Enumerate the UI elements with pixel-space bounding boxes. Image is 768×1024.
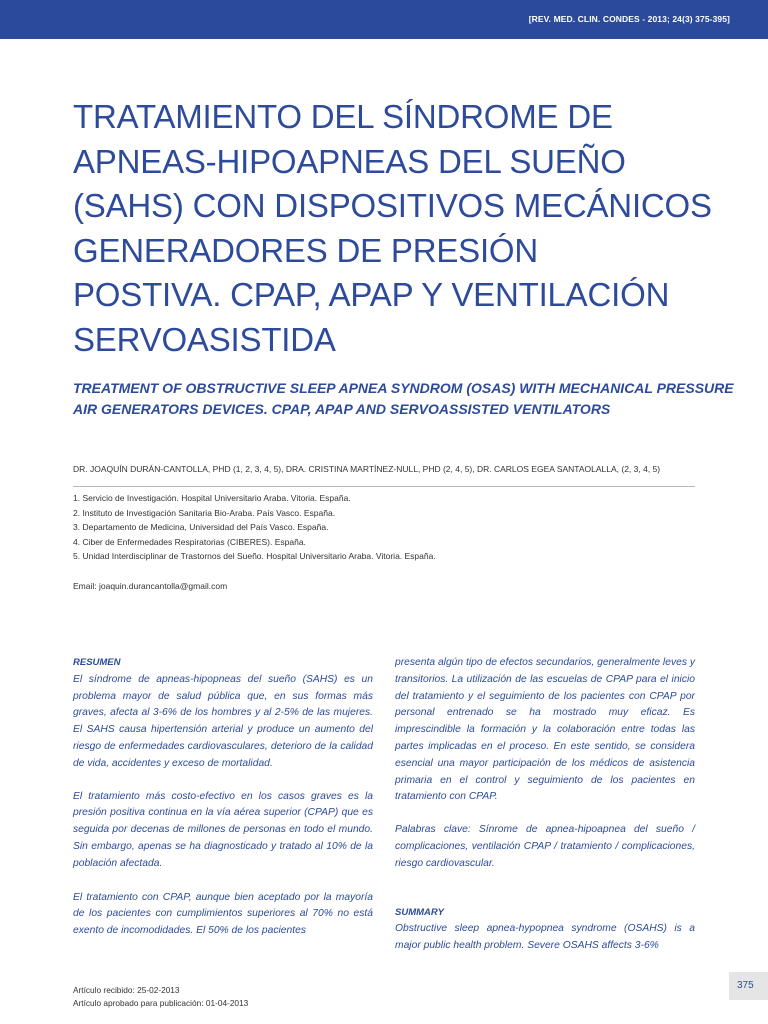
- affiliation-item: 4. Ciber de Enfermedades Respiratorias (CIBERES). España.: [73, 536, 306, 547]
- affiliation-item: 2. Instituto de Investigación Sanitaria Bio-Araba. País Vasco. España.: [73, 507, 336, 518]
- summary-heading: SUMMARY: [395, 906, 444, 918]
- english-title: [73, 378, 743, 420]
- right-column: [395, 655, 695, 955]
- resumen-heading: RESUMEN: [73, 657, 121, 668]
- divider: [73, 486, 695, 487]
- title-line: GENERADORES DE PRESIÓN: [73, 231, 539, 269]
- subtitle-line: TREATMENT OF OBSTRUCTIVE SLEEP APNEA SYNDROM (OSAS) WITH MECHANICAL PRESSURE: [73, 380, 734, 396]
- abstract-paragraph: El tratamiento con CPAP, aunque bien aceptado por la mayoría de los pacientes con cumplimientos superiores al 70% no está exento de incomodidades. El 50% de los pacientes: [73, 891, 373, 937]
- abstract-paragraph: El síndrome de apneas-hipopneas del sueño (SAHS) es un problema mayor de salud pública que, en sus formas más graves, afecta al 3-6% de los hombres y al 2-5% de las mujeres. El SAHS causa hipertensión arterial y produce un aumento del riesgo de enfermedades cardiovasculares, deterioro de la calidad de vida, accidentes y exceso de mortalidad.: [73, 673, 373, 769]
- title-line: APNEAS-HIPOAPNEAS DEL SUEÑO: [73, 142, 626, 180]
- header-bar: [0, 0, 768, 39]
- keywords-paragraph: Palabras clave: Sínrome de apnea-hipoapnea del sueño / complicaciones, ventilación CPAP / tratamiento / complicaciones, riesgo cardiovascular.: [395, 824, 695, 869]
- author-list: DR. JOAQUÍN DURÁN-CANTOLLA, PHD (1, 2, 3, 4, 5), DRA. CRISTINA MARTÍNEZ-NULL, PHD (2, 4, 5), DR. CARLOS EGEA SANTAOLALLA, (2, 3, 4, 5): [73, 464, 661, 474]
- journal-reference: [REV. MED. CLIN. CONDES - 2013; 24(3) 375-395]: [528, 14, 730, 24]
- title-line: TRATAMIENTO DEL SÍNDROME DE: [73, 98, 613, 135]
- contact-email[interactable]: Email: joaquin.durancantolla@gmail.com: [73, 581, 228, 591]
- affiliation-item: 3. Departamento de Medicina, Universidad del País Vasco. España.: [73, 522, 329, 532]
- title-line: SERVOASISTIDA: [73, 320, 336, 358]
- approved-date: Artículo aprobado para publicación: 01-04-2013: [73, 998, 249, 1008]
- left-column: [73, 655, 373, 940]
- summary-paragraph: Obstructive sleep apnea-hypopnea syndrome (OSAHS) is a major public health problem. Severe OSAHS affects 3-6%: [395, 923, 695, 952]
- affiliation-item: 5. Unidad Interdisciplinar de Trastornos del Sueño. Hospital Universitario Araba. Vitoria. España.: [73, 551, 436, 561]
- affiliation-item: 1. Servicio de Investigación. Hospital Universitario Araba. Vitoria. España.: [73, 493, 351, 503]
- article-dates: [73, 984, 248, 1010]
- affiliation-list: [73, 491, 436, 564]
- page-number: 375: [737, 980, 754, 991]
- article-title: [73, 95, 713, 363]
- abstract-paragraph: El tratamiento más costo-efectivo en los casos graves es la presión positiva continua en la vía aérea superior (CPAP) que es seguida por decenas de millones de personas en todo el mundo. Sin embargo, apenas se ha diagnosticado y tratado al 10% de la población afectada.: [73, 790, 373, 869]
- abstract-paragraph: presenta algún tipo de efectos secundarios, generalmente leves y transitorios. La utilización de las escuelas de CPAP para el inicio del tratamiento y el seguimiento de los pacientes con CPAP por personal entrenado se ha mostrado muy eficaz. Es imprescindible la formación y la colaboración entre todas las partes implicadas en el proceso. En este sentido, se considera esencial una mayor participación de los médicos de asistencia primaria en el control y seguimiento de los pacientes en tratamiento con CPAP.: [395, 657, 695, 803]
- title-line: (SAHS) CON DISPOSITIVOS MECÁNICOS: [73, 187, 712, 225]
- subtitle-line: AIR GENERATORS DEVICES. CPAP, APAP AND SERVOASSISTED VENTILATORS: [73, 401, 611, 417]
- received-date: Artículo recibido: 25-02-2013: [73, 985, 180, 995]
- title-line: POSTIVA. CPAP, APAP Y VENTILACIÓN: [73, 276, 670, 314]
